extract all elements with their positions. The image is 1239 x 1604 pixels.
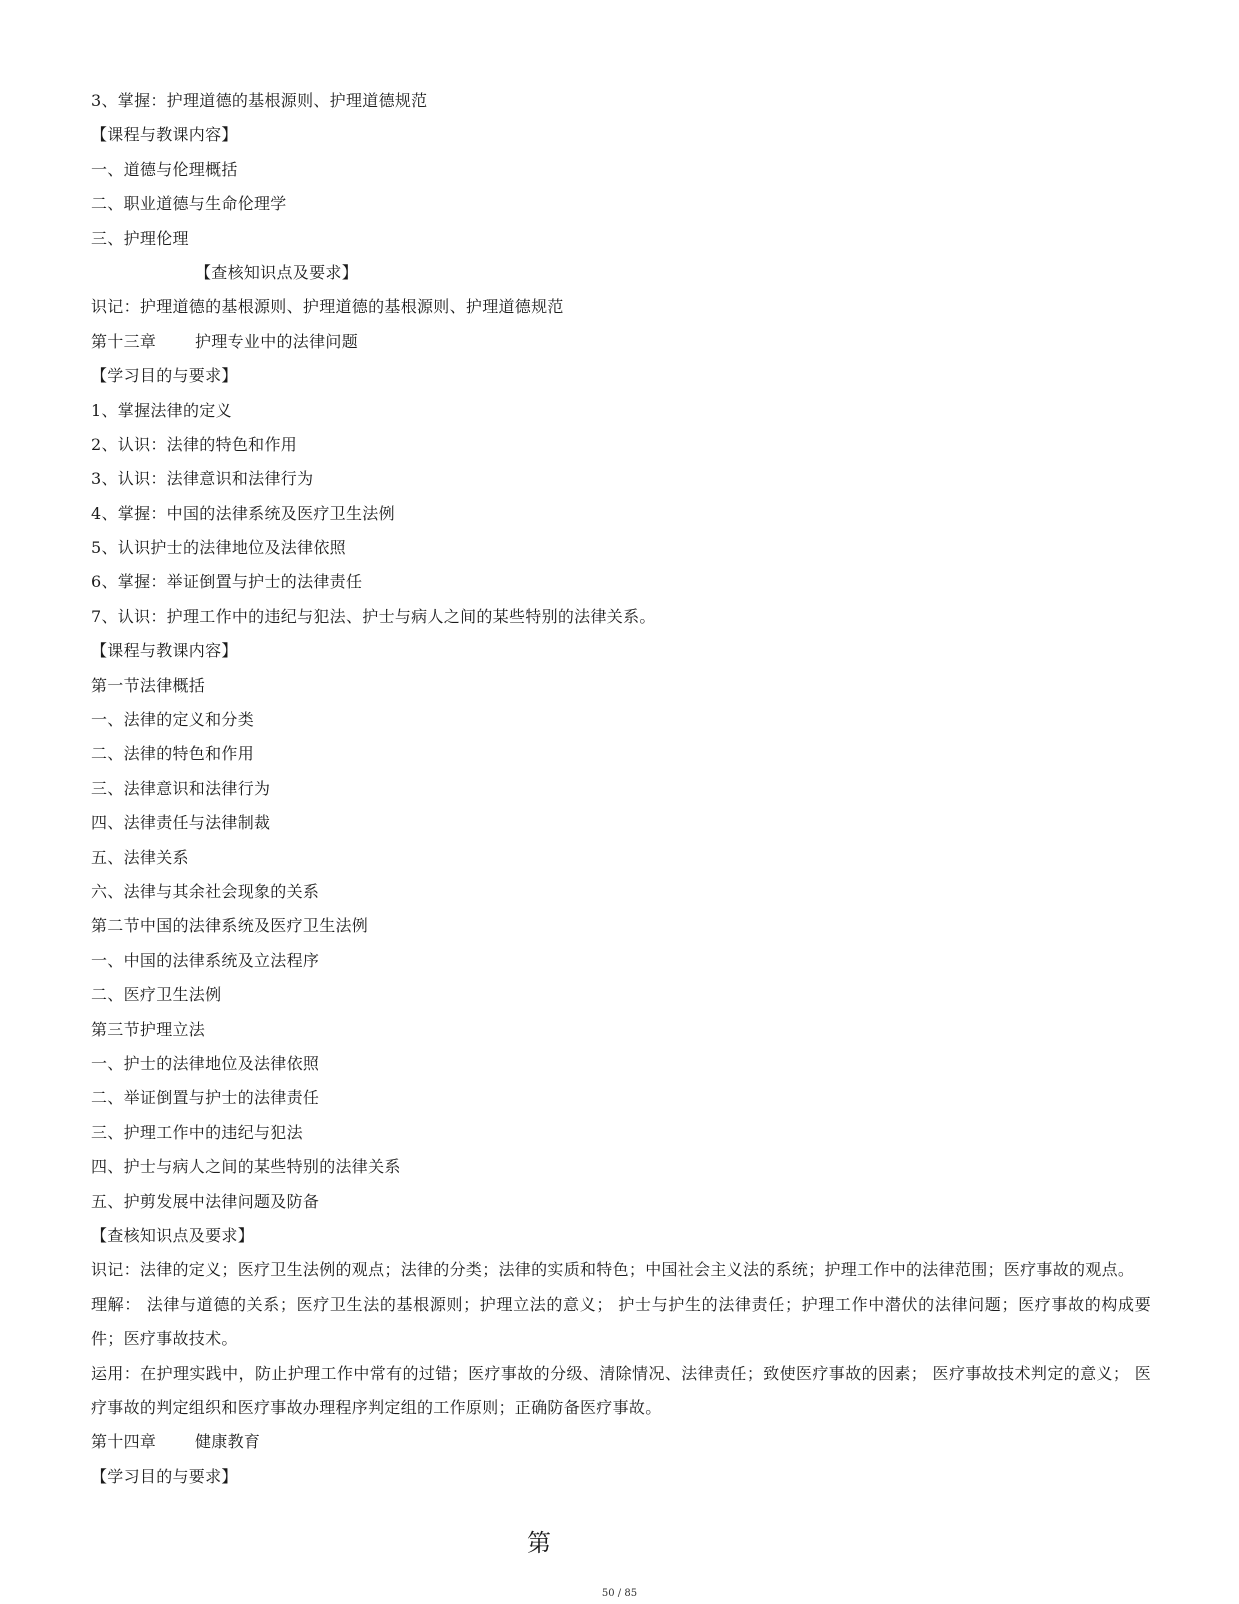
document-body — [91, 84, 1151, 1494]
section-heading: 【查核知识点及要求】 — [91, 1225, 255, 1245]
subsection-heading: 第一节法律概括 — [91, 675, 206, 695]
page-number: 50 / 85 — [601, 1588, 638, 1599]
list-item: 7、认识：护理工作中的违纪与犯法、护士与病人之间的某些特别的法律关系。 — [91, 606, 656, 626]
chapter-heading-14 — [91, 1425, 1151, 1459]
list-item: 6、掌握：举证倒置与护士的法律责任 — [91, 572, 363, 592]
paragraph-memorize: 识记：法律的定义；医疗卫生法例的观点；法律的分类；法律的实质和特色；中国社会主义法的系统；护理工作中的法律范围；医疗事故的观点。 — [91, 1260, 1135, 1280]
text-line: 二、职业道德与生命伦理学 — [91, 194, 287, 214]
list-item: 三、护理工作中的违纪与犯法 — [91, 1122, 303, 1142]
list-item: 三、法律意识和法律行为 — [91, 778, 271, 798]
text-line: 识记：护理道德的基根源则、护理道德的基根源则、护理道德规范 — [91, 297, 564, 317]
list-item: 一、中国的法律系统及立法程序 — [91, 950, 320, 970]
list-item: 一、护士的法律地位及法律依照 — [91, 1053, 320, 1073]
section-heading: 【课程与教课内容】 — [91, 641, 238, 661]
list-item: 2、认识：法律的特色和作用 — [91, 434, 298, 454]
chapter-title: 护理专业中的法律问题 — [195, 331, 359, 351]
chapter-number: 第十四章 — [91, 1432, 157, 1452]
section-heading-indented: 【查核知识点及要求】 — [195, 262, 359, 282]
footer-character: 第 — [527, 1529, 551, 1557]
section-heading: 【学习目的与要求】 — [91, 366, 238, 386]
list-item: 一、法律的定义和分类 — [91, 710, 255, 730]
list-item: 四、法律责任与法律制裁 — [91, 813, 271, 833]
chapter-title: 健康教育 — [195, 1432, 261, 1452]
list-item: 二、法律的特色和作用 — [91, 744, 255, 764]
subsection-heading: 第二节中国的法律系统及医疗卫生法例 — [91, 916, 369, 936]
chapter-number: 第十三章 — [91, 331, 157, 351]
list-item: 5、认识护士的法律地位及法律依照 — [91, 538, 346, 558]
section-heading: 【课程与教课内容】 — [91, 125, 238, 145]
list-item: 3、认识：法律意识和法律行为 — [91, 469, 314, 489]
list-item: 二、举证倒置与护士的法律责任 — [91, 1088, 320, 1108]
list-item: 六、法律与其余社会现象的关系 — [91, 881, 320, 901]
paragraph-understand: 理解： 法律与道德的关系；医疗卫生法的基根源则；护理立法的意义； 护士与护生的法律责任；护理工作中潜伏的法律问题；医疗事故的构成要件；医疗事故技术。 — [91, 1294, 1151, 1349]
list-item: 五、法律关系 — [91, 847, 189, 867]
list-item: 1、掌握法律的定义 — [91, 400, 232, 420]
list-item: 四、护士与病人之间的某些特别的法律关系 — [91, 1157, 401, 1177]
list-item: 二、医疗卫生法例 — [91, 985, 222, 1005]
text-line: 3、掌握：护理道德的基根源则、护理道德规范 — [91, 91, 428, 110]
chapter-heading-13 — [91, 325, 1151, 359]
subsection-heading: 第三节护理立法 — [91, 1019, 206, 1039]
text-line: 一、道德与伦理概括 — [91, 159, 238, 179]
paragraph-apply: 运用：在护理实践中，防止护理工作中常有的过错；医疗事故的分级、清除情况、法律责任；致使医疗事故的因素； 医疗事故技术判定的意义； 医疗事故的判定组织和医疗事故办理程序判定组的工作原则；正确防备医疗事故。 — [91, 1363, 1151, 1417]
section-heading: 【学习目的与要求】 — [91, 1466, 238, 1486]
text-line: 三、护理伦理 — [91, 228, 189, 248]
list-item: 五、护剪发展中法律问题及防备 — [91, 1191, 320, 1211]
list-item: 4、掌握：中国的法律系统及医疗卫生法例 — [91, 503, 395, 523]
